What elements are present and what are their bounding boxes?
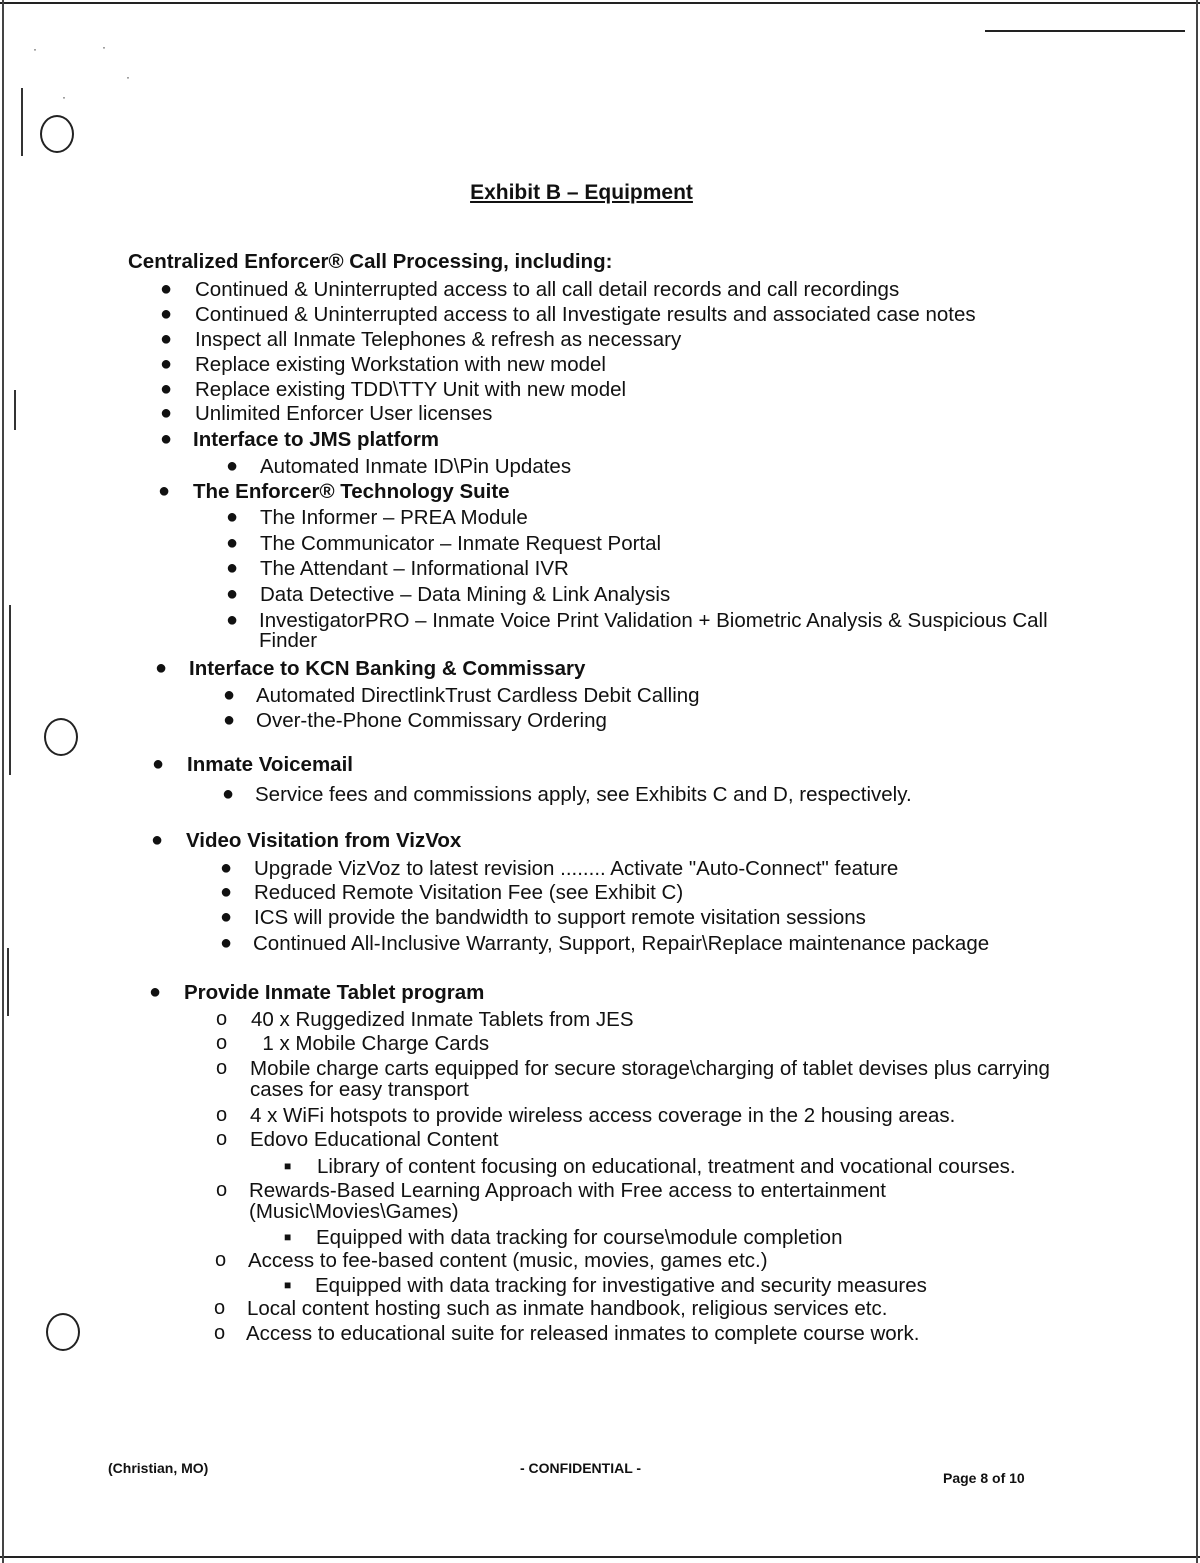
header-rule: [985, 30, 1185, 32]
list-item: Replace existing Workstation with new model: [195, 353, 606, 376]
circle-bullet-icon: o: [216, 1008, 228, 1030]
circle-bullet-icon: o: [216, 1179, 228, 1201]
circle-bullet-icon: o: [215, 1249, 227, 1271]
circle-bullet-icon: o: [214, 1297, 226, 1319]
bullet-icon: ●: [223, 684, 236, 706]
bullet-icon: ●: [160, 328, 173, 350]
bullet-icon: ●: [222, 783, 235, 805]
sub-list-item: ICS will provide the bandwidth to support remote visitation sessions: [254, 906, 866, 929]
sub-list-item: 40 x Ruggedized Inmate Tablets from JES: [251, 1008, 634, 1031]
scan-edge-top: [0, 2, 1200, 4]
page-title: Exhibit B – Equipment: [470, 181, 693, 204]
bullet-icon: ●: [226, 506, 239, 528]
sub-list-item: Rewards-Based Learning Approach with Free access to entertainment: [249, 1179, 886, 1202]
scan-edge-left: [2, 0, 4, 1563]
sub-list-item: Reduced Remote Visitation Fee (see Exhibit C): [254, 881, 684, 904]
bullet-icon: ●: [226, 532, 239, 554]
margin-mark: [7, 948, 9, 1016]
square-bullet-icon: ■: [284, 1278, 292, 1292]
sub-list-item: Automated DirectlinkTrust Cardless Debit Calling: [256, 684, 700, 707]
sub-sub-list-item: Equipped with data tracking for investigative and security measures: [315, 1274, 927, 1297]
sub-list-item: Upgrade VizVoz to latest revision ........ Activate "Auto-Connect" feature: [254, 857, 899, 880]
scan-edge-bottom: [0, 1556, 1200, 1558]
sub-list-item-continuation: Finder: [259, 629, 318, 652]
list-item-heading: Video Visitation from VizVox: [186, 829, 462, 852]
sub-list-item: Automated Inmate ID\Pin Updates: [260, 455, 572, 478]
circle-bullet-icon: o: [216, 1128, 228, 1150]
list-item-heading: Interface to KCN Banking & Commissary: [189, 657, 586, 680]
circle-bullet-icon: o: [214, 1322, 226, 1344]
sub-list-item: Service fees and commissions apply, see Exhibits C and D, respectively.: [255, 783, 912, 806]
sub-list-item: The Attendant – Informational IVR: [260, 557, 569, 580]
bullet-icon: ●: [226, 557, 239, 579]
sub-list-item: Access to educational suite for released inmates to complete course work.: [246, 1322, 920, 1345]
bullet-icon: ●: [160, 428, 173, 450]
scan-speck: ·: [126, 70, 130, 84]
list-item: Inspect all Inmate Telephones & refresh as necessary: [195, 328, 682, 351]
punch-hole-icon: [40, 115, 74, 153]
margin-mark: [21, 88, 23, 156]
scan-speck: ·: [62, 90, 66, 104]
bullet-icon: ●: [149, 981, 162, 1003]
bullet-icon: ●: [226, 609, 239, 631]
bullet-icon: ●: [160, 402, 173, 424]
sub-list-item: Mobile charge carts equipped for secure storage\charging of tablet devises plus carrying: [250, 1057, 1050, 1080]
sub-list-item: 4 x WiFi hotspots to provide wireless access coverage in the 2 housing areas.: [250, 1104, 956, 1127]
sub-list-item: The Communicator – Inmate Request Portal: [260, 532, 662, 555]
list-item: Continued & Uninterrupted access to all Investigate results and associated case notes: [195, 303, 976, 326]
list-item-heading: Provide Inmate Tablet program: [184, 981, 485, 1004]
footer-confidential: - CONFIDENTIAL -: [520, 1460, 642, 1476]
sub-list-item: Over-the-Phone Commissary Ordering: [256, 709, 607, 732]
bullet-icon: ●: [158, 480, 171, 502]
sub-list-item: The Informer – PREA Module: [260, 506, 528, 529]
sub-list-item: Local content hosting such as inmate handbook, religious services etc.: [247, 1297, 888, 1320]
bullet-icon: ●: [220, 857, 233, 879]
bullet-icon: ●: [155, 657, 168, 679]
bullet-icon: ●: [152, 753, 165, 775]
sub-sub-list-item: Library of content focusing on educational, treatment and vocational courses.: [317, 1155, 1016, 1178]
scan-speck: ·: [33, 42, 37, 56]
sub-list-item: 1 x Mobile Charge Cards: [251, 1032, 490, 1055]
bullet-icon: ●: [220, 906, 233, 928]
sub-sub-list-item: Equipped with data tracking for course\module completion: [316, 1226, 843, 1249]
scan-speck: ·: [102, 40, 106, 54]
bullet-icon: ●: [151, 829, 164, 851]
square-bullet-icon: ■: [284, 1230, 292, 1244]
sub-list-item: Data Detective – Data Mining & Link Analysis: [260, 583, 671, 606]
bullet-icon: ●: [226, 455, 239, 477]
footer-location: (Christian, MO): [108, 1460, 209, 1476]
bullet-icon: ●: [220, 932, 233, 954]
list-item-heading: Interface to JMS platform: [193, 428, 440, 451]
footer-page-number: Page 8 of 10: [943, 1470, 1025, 1486]
punch-hole-icon: [46, 1313, 80, 1351]
list-item: Replace existing TDD\TTY Unit with new model: [195, 378, 627, 401]
section-heading: Centralized Enforcer® Call Processing, including:: [128, 250, 613, 273]
bullet-icon: ●: [160, 353, 173, 375]
margin-mark: [9, 605, 11, 775]
circle-bullet-icon: o: [216, 1104, 228, 1126]
bullet-icon: ●: [223, 709, 236, 731]
scan-edge-right: [1196, 0, 1198, 1563]
bullet-icon: ●: [160, 278, 173, 300]
bullet-icon: ●: [160, 303, 173, 325]
sub-list-item: Access to fee-based content (music, movies, games etc.): [248, 1249, 768, 1272]
sub-list-item-continuation: cases for easy transport: [250, 1078, 469, 1101]
list-item: Continued & Uninterrupted access to all call detail records and call recordings: [195, 278, 900, 301]
bullet-icon: ●: [160, 378, 173, 400]
bullet-icon: ●: [220, 881, 233, 903]
list-item: Unlimited Enforcer User licenses: [195, 402, 493, 425]
circle-bullet-icon: o: [216, 1032, 228, 1054]
list-item-heading: The Enforcer® Technology Suite: [193, 480, 510, 503]
bullet-icon: ●: [226, 583, 239, 605]
sub-list-item: InvestigatorPRO – Inmate Voice Print Validation + Biometric Analysis & Suspicious Call: [259, 609, 1048, 632]
sub-list-item-continuation: (Music\Movies\Games): [249, 1200, 459, 1223]
circle-bullet-icon: o: [216, 1057, 228, 1079]
sub-list-item: Edovo Educational Content: [250, 1128, 499, 1151]
list-item-heading: Inmate Voicemail: [187, 753, 353, 776]
margin-mark: [14, 390, 16, 430]
square-bullet-icon: ■: [284, 1159, 292, 1173]
sub-list-item: Continued All-Inclusive Warranty, Support, Repair\Replace maintenance package: [253, 932, 990, 955]
punch-hole-icon: [44, 718, 78, 756]
